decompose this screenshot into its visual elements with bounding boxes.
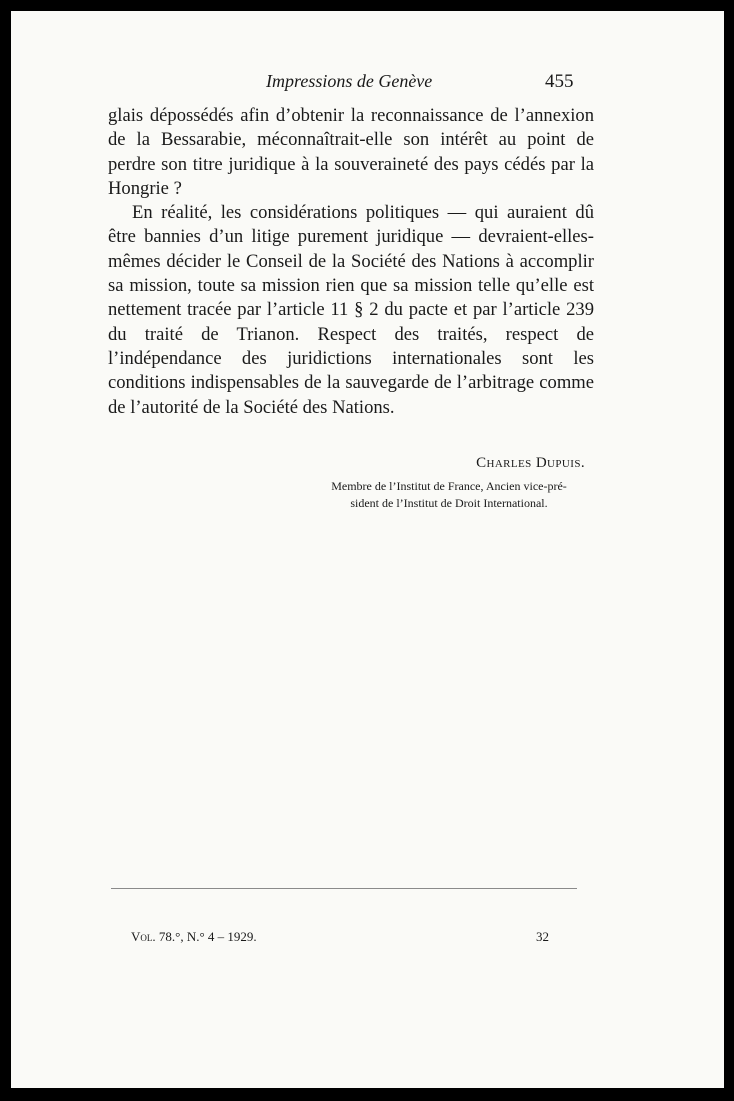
volume-info: Vol. 78.°, N.° 4 – 1929. [131,929,257,944]
page-number: 455 [545,71,574,92]
footer-rule [111,888,577,889]
document-page [11,11,724,1088]
affiliation-line-2: sident de l’Institut de Droit International. [350,496,548,510]
paragraph-continuation: glais dépossédés afin d’obtenir la reconnaissance de l’annexion de la Bessarabie, méconnaîtrait-elle son intérêt au point de perdre son titre juridique à la souveraineté des pays cédés par la Hongrie ? [108,105,594,199]
body-text [108,104,594,420]
signature-mark: 32 [536,929,549,944]
author-signature: Charles Dupuis. [476,455,585,471]
paragraph-main: En réalité, les considérations politiques — qui auraient dû être bannies d’un litige purement juridique — devraient-elles-mêmes décider le Conseil de la Société des Nations à accomplir sa mission, toute sa mission rien que sa mission telle qu’elle est nettement tracée par l’article 11 § 2 du pacte et par l’article 239 du traité de Trianon. Respect des traités, respect de l’indépendance des juridictions internationales sont les conditions indispensables de la sauvegarde de l’arbitrage comme de l’autorité de la Société des Nations. [108,202,594,418]
running-title: Impressions de Genève [266,71,433,91]
author-affiliation [311,478,587,512]
affiliation-line-1: Membre de l’Institut de France, Ancien vice-pré- [331,479,567,493]
